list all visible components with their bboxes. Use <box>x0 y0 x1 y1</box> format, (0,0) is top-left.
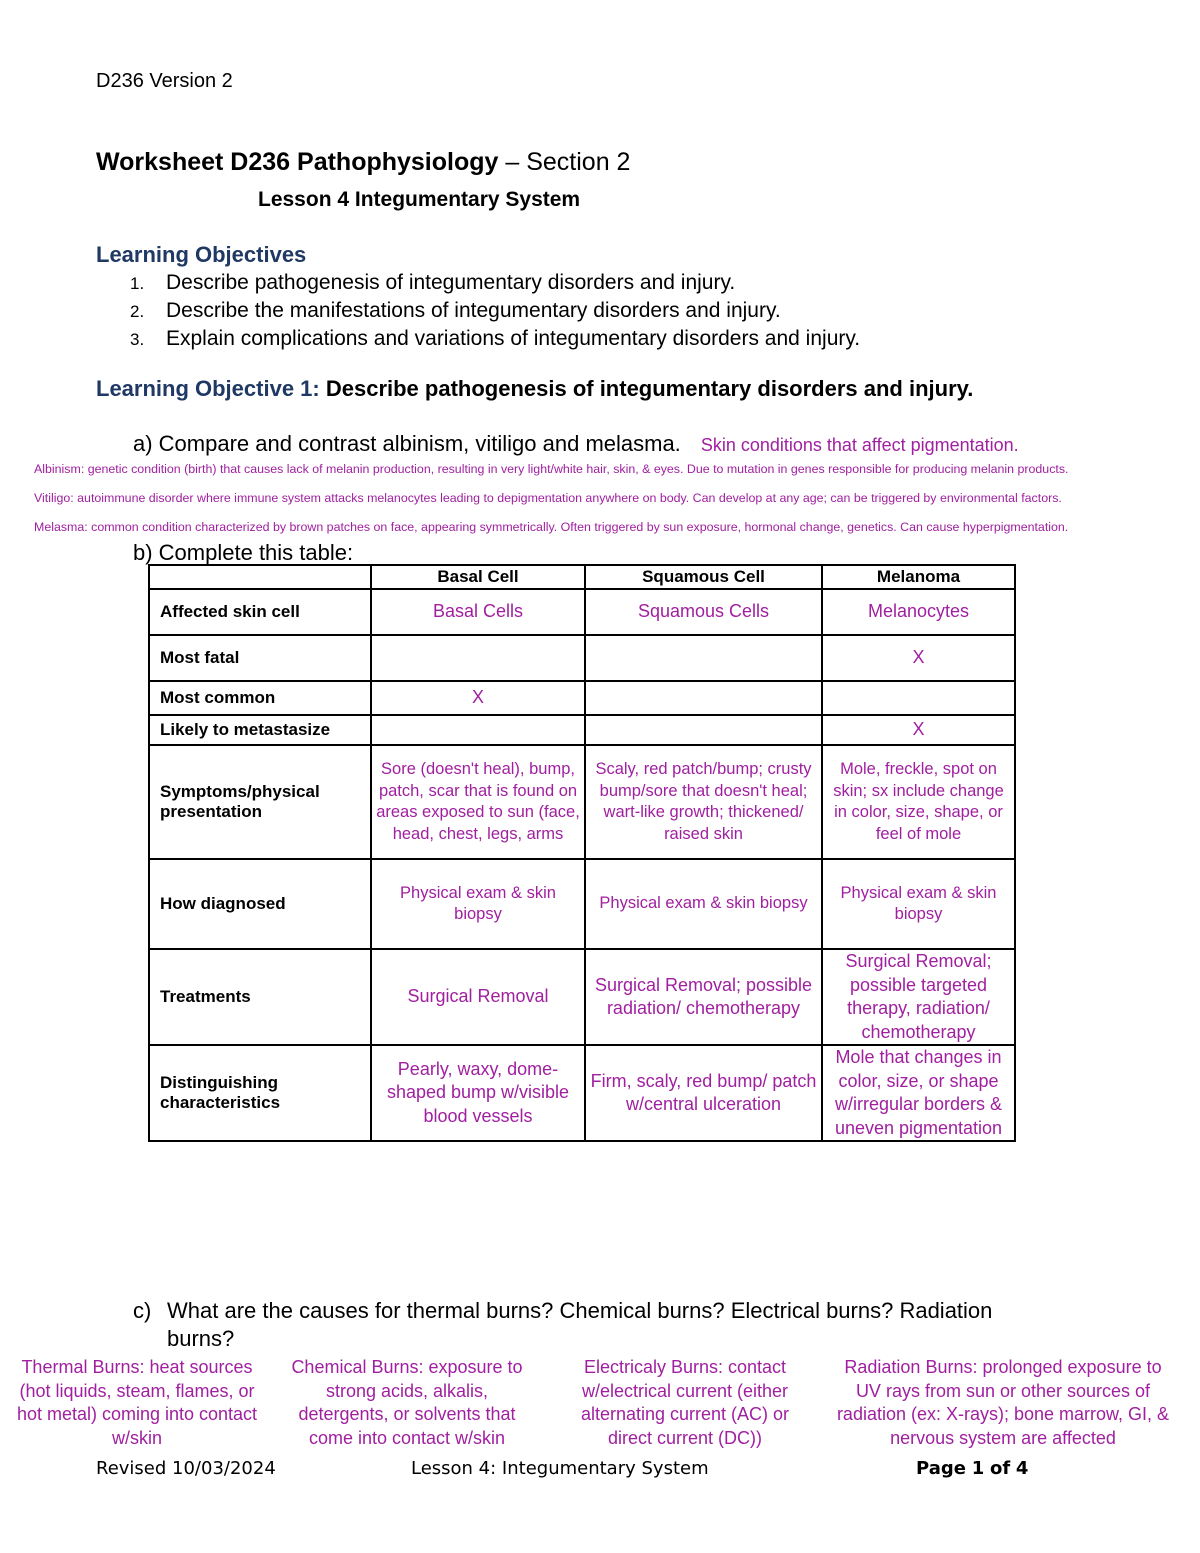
row-label: How diagnosed <box>149 859 371 949</box>
table-cell: Surgical Removal <box>371 949 585 1045</box>
table-cell: Physical exam & skin biopsy <box>585 859 822 949</box>
document-header-version: D236 Version 2 <box>96 70 233 92</box>
table-row <box>149 1045 1015 1141</box>
table-cell: Basal Cells <box>371 589 585 635</box>
row-label: Affected skin cell <box>149 589 371 635</box>
title-bold: Worksheet D236 Pathophysiology <box>96 148 499 176</box>
table-cell: Melanocytes <box>822 589 1015 635</box>
question-a: a) Compare and contrast albinism, vitiligo and melasma. Skin conditions that affect pigmentation. <box>133 431 1019 456</box>
table-cell: X <box>822 715 1015 745</box>
table-header-cell: Melanoma <box>822 565 1015 589</box>
skin-cancer-table <box>148 564 1016 1142</box>
title-section: – Section 2 <box>498 148 631 176</box>
table-row <box>149 745 1015 859</box>
row-label: Treatments <box>149 949 371 1045</box>
answer-electrical-burns: Electricaly Burns: contact w/electrical current (either alternating current (AC) or direct current (DC)) <box>580 1357 790 1448</box>
table-cell: Pearly, waxy, dome-shaped bump w/visible blood vessels <box>371 1045 585 1141</box>
table-cell: Surgical Removal; possible targeted therapy, radiation/ chemotherapy <box>822 949 1015 1045</box>
learning-objective-1-heading: Learning Objective 1: Describe pathogenesis of integumentary disorders and injury. <box>96 376 974 401</box>
table-row <box>149 681 1015 715</box>
table-row <box>149 635 1015 681</box>
table-cell: Firm, scaly, red bump/ patch w/central ulceration <box>585 1045 822 1141</box>
answer-chemical-burns: Chemical Burns: exposure to strong acids, alkalis, detergents, or solvents that come into contact w/skin <box>291 1357 523 1448</box>
table-cell <box>371 715 585 745</box>
answer-radiation-burns: Radiation Burns: prolonged exposure to UV rays from sun or other sources of radiation (ex: X-rays); bone marrow, GI, & nervous system are affected <box>836 1357 1170 1448</box>
table-cell: Physical exam & skin biopsy <box>822 859 1015 949</box>
table-cell: X <box>371 681 585 715</box>
question-c: c) What are the causes for thermal burns? Chemical burns? Electrical burns? Radiation burns? <box>133 1298 993 1351</box>
answer-thermal-burns: Thermal Burns: heat sources (hot liquids, steam, flames, or hot metal) coming into contact w/skin <box>16 1357 258 1448</box>
row-label: Most common <box>149 681 371 715</box>
table-header-cell <box>149 565 371 589</box>
table-header-cell: Basal Cell <box>371 565 585 589</box>
objectives-list <box>130 269 860 353</box>
page-title <box>96 148 630 177</box>
table-row <box>149 715 1015 745</box>
table-cell: Squamous Cells <box>585 589 822 635</box>
objective-item: 3. Explain complications and variations of integumentary disorders and injury. <box>130 327 861 350</box>
note-vitiligo: Vitiligo: autoimmune disorder where immune system attacks melanocytes leading to depigmentation anywhere on body. Can develop at any age; can be triggered by environmental factors. <box>34 491 1062 505</box>
objective-item: 1. Describe pathogenesis of integumentary disorders and injury. <box>130 271 736 294</box>
table-cell: Mole, freckle, spot on skin; sx include change in color, size, shape, or feel of mole <box>822 745 1015 859</box>
table-cell <box>585 715 822 745</box>
note-albinism: Albinism: genetic condition (birth) that causes lack of melanin production, resulting in very light/white hair, skin, & eyes. Due to mutation in genes responsible for producing melanin products. <box>34 462 1069 476</box>
table-cell: Scaly, red patch/bump; crusty bump/sore that doesn't heal; wart-like growth; thickened/ raised skin <box>585 745 822 859</box>
footer-revised-date: Revised 10/03/2024 <box>96 1458 276 1479</box>
row-label: Likely to metastasize <box>149 715 371 745</box>
table-row <box>149 589 1015 635</box>
answer-a: Skin conditions that affect pigmentation. <box>700 435 1019 455</box>
objectives-heading: Learning Objectives <box>96 242 307 267</box>
row-label: Distinguishing characteristics <box>149 1045 371 1141</box>
table-cell <box>371 635 585 681</box>
table-cell: Mole that changes in color, size, or shape w/irregular borders & uneven pigmentation <box>822 1045 1015 1141</box>
table-header-row <box>149 565 1015 589</box>
table-cell: Physical exam & skin biopsy <box>371 859 585 949</box>
note-melasma: Melasma: common condition characterized by brown patches on face, appearing symmetrically. Often triggered by sun exposure, hormonal change, genetics. Can cause hyperpigmentation. <box>34 520 1069 534</box>
footer-lesson: Lesson 4: Integumentary System <box>411 1458 709 1479</box>
table-header-cell: Squamous Cell <box>585 565 822 589</box>
table-cell <box>585 635 822 681</box>
objective-item: 2. Describe the manifestations of integumentary disorders and injury. <box>130 299 781 322</box>
table-row <box>149 949 1015 1045</box>
table-cell: Sore (doesn't heal), bump, patch, scar that is found on areas exposed to sun (face, head, chest, legs, arms <box>371 745 585 859</box>
table-cell: X <box>822 635 1015 681</box>
table-cell <box>822 681 1015 715</box>
row-label: Most fatal <box>149 635 371 681</box>
table-cell <box>585 681 822 715</box>
row-label: Symptoms/physical presentation <box>149 745 371 859</box>
question-b: b) Complete this table: <box>133 540 354 565</box>
table-row <box>149 859 1015 949</box>
lesson-subtitle: Lesson 4 Integumentary System <box>258 188 581 211</box>
footer-page-number: Page 1 of 4 <box>916 1458 1029 1479</box>
table-cell: Surgical Removal; possible radiation/ chemotherapy <box>585 949 822 1045</box>
